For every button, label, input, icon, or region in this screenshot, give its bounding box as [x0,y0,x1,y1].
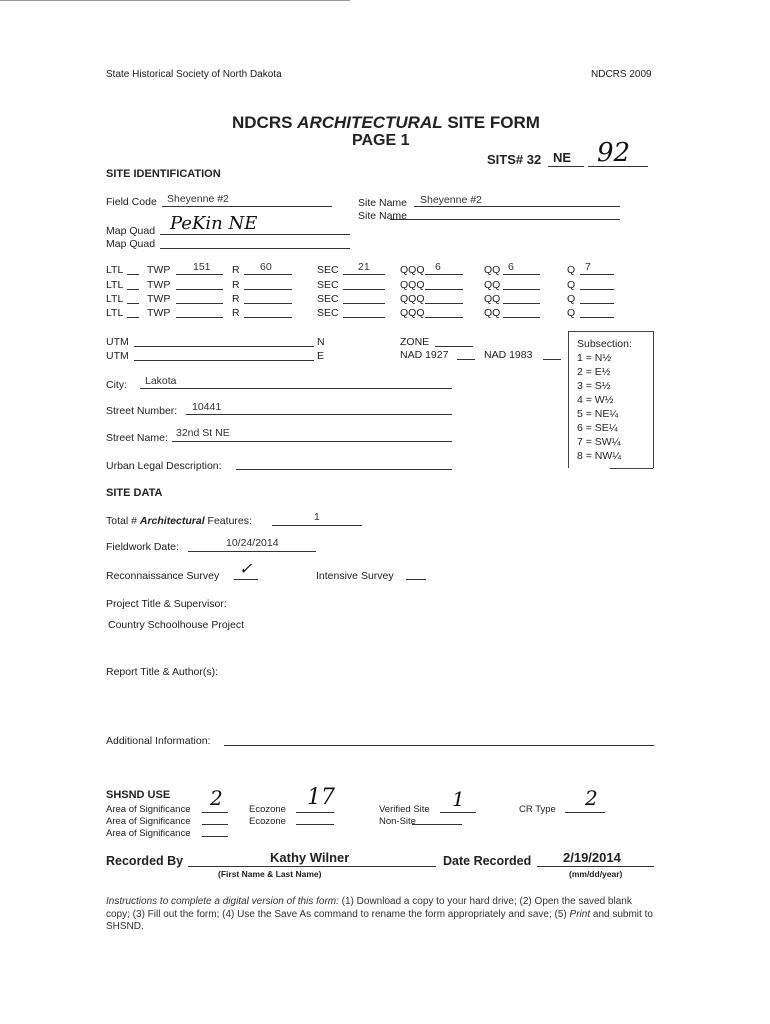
qqq-line [425,317,463,318]
city-label: City: [106,379,127,391]
street-number-value[interactable]: 10441 [192,401,222,413]
recorded-by-caption: (First Name & Last Name) [218,869,322,879]
features-line [272,525,362,526]
utm-n-label: N [317,336,325,348]
ltl-line [127,274,139,275]
q-label: Q [567,279,576,291]
aos2-label: Area of Significance [106,816,191,827]
twp-value[interactable]: 151 [193,261,211,273]
nad27-label: NAD 1927 [400,349,449,361]
map-quad-value[interactable]: PeKin NE [170,213,258,234]
instructions-end: and submit to SHSND. [106,908,653,932]
date-recorded-line [537,866,654,867]
project-label: Project Title & Supervisor: [106,598,227,610]
site-name2-label: Site Name [358,210,408,222]
aos1-value[interactable]: 2 [210,786,223,810]
twp-line [176,303,223,304]
nad83-line [543,359,561,360]
site-name2-line [390,219,620,220]
r-line [244,289,292,290]
sec-value[interactable]: 21 [358,261,370,273]
q-value[interactable]: 7 [585,261,591,273]
utm2-label: UTM [106,350,129,362]
sits-number: 92 [597,138,631,168]
ltl-label: LTL [106,279,124,291]
q-line [580,317,614,318]
qq-label: QQ [484,264,501,276]
nonsite-line [412,824,462,825]
shsnd-heading: SHSND USE [106,789,171,801]
crtype-value[interactable]: 2 [585,786,598,810]
org-name: State Historical Society of North Dakota [106,69,282,80]
site-identification-heading: SITE IDENTIFICATION [106,168,221,180]
project-value[interactable]: Country Schoolhouse Project [108,619,244,631]
subsection-box-bottom [610,468,653,469]
twp-label: TWP [147,293,171,305]
city-value[interactable]: Lakota [145,375,177,387]
features-label-c: Features: [204,515,252,527]
verified-label: Verified Site [379,804,430,815]
sec-label: SEC [317,279,339,291]
aos2-line [202,824,228,825]
sec-line [343,289,385,290]
instructions [106,896,656,934]
street-name-line [172,441,452,442]
report-label: Report Title & Author(s): [106,666,219,678]
qq-line [503,274,540,275]
scan-edge-line [0,0,350,1]
subsection-item: 5 = NE¼ [577,408,619,420]
map-quad-label: Map Quad [106,225,156,237]
q-line [580,289,614,290]
ltl-label: LTL [106,293,124,305]
r-line [244,317,292,318]
urban-legal-line [236,469,452,470]
qq-line [503,289,540,290]
qqq-line [425,303,463,304]
qqq-label: QQQ [400,279,425,291]
twp-line [176,274,223,275]
street-number-label: Street Number: [106,405,178,417]
ltl-label: LTL [106,307,124,319]
r-value[interactable]: 60 [260,261,272,273]
subsection-item: 6 = SE¼ [577,422,618,434]
sec-line [343,274,385,275]
street-name-label: Street Name: [106,432,168,444]
eco1-line [296,812,334,813]
qq-line [503,303,540,304]
form-id: NDCRS 2009 [591,69,652,80]
features-label-b: Architectural [139,515,205,527]
date-recorded-value[interactable]: 2/19/2014 [563,850,621,865]
subsection-item: 4 = W½ [577,394,614,406]
subsection-item: 8 = NW¼ [577,450,622,462]
qqq-value[interactable]: 6 [435,261,441,273]
sec-label: SEC [317,264,339,276]
qq-value[interactable]: 6 [508,261,514,273]
twp-label: TWP [147,279,171,291]
twp-label: TWP [147,264,171,276]
features-value[interactable]: 1 [314,511,320,523]
intensive-label: Intensive Survey [316,570,394,582]
r-label: R [232,279,240,291]
date-recorded-caption: (mm/dd/year) [569,869,623,879]
map-quad-line [160,234,350,235]
instructions-print: Print [569,908,591,920]
fieldwork-label: Fieldwork Date: [106,541,179,553]
street-number-line [186,414,452,415]
eco2-line [296,824,334,825]
qqq-line [425,274,463,275]
aos3-label: Area of Significance [106,828,191,839]
aos1-line [202,812,228,813]
q-label: Q [567,307,576,319]
qqq-label: QQQ [400,264,425,276]
twp-label: TWP [147,307,171,319]
aos1-label: Area of Significance [106,804,191,815]
q-line [580,303,614,304]
subsection-box [568,331,654,468]
aos3-line [202,836,228,837]
site-name-value[interactable]: Sheyenne #2 [420,194,482,206]
q-line [580,274,614,275]
nad83-label: NAD 1983 [484,349,533,361]
ltl-label: LTL [106,264,124,276]
ltl-line [127,289,139,290]
sec-label: SEC [317,307,339,319]
site-name-label: Site Name [358,197,408,209]
eco1-label: Ecozone [249,804,286,815]
subsection-box-top [569,331,653,332]
sits-ne: NE [553,150,572,165]
recon-checkmark[interactable]: ✓ [239,559,253,578]
qqq-line [425,289,463,290]
date-recorded-label: Date Recorded [443,854,532,868]
subsection-item: 7 = SW¼ [577,436,621,448]
qq-line [503,317,540,318]
title-part-a: NDCRS [232,113,298,132]
additional-label: Additional Information: [106,735,211,747]
utm1-label: UTM [106,336,129,348]
fieldwork-value[interactable]: 10/24/2014 [226,537,279,549]
features-label [106,515,252,527]
verified-line [440,812,476,813]
twp-line [176,317,223,318]
q-label: Q [567,293,576,305]
crtype-label: CR Type [519,804,556,815]
sits-num-line [588,166,648,167]
subsection-title: Subsection: [577,338,632,350]
utm2-line [134,360,314,361]
recorded-by-line [188,866,436,867]
qq-label: QQ [484,293,501,305]
sec-line [343,303,385,304]
sec-line [343,317,385,318]
urban-legal-label: Urban Legal Description: [106,460,222,472]
r-label: R [232,293,240,305]
city-line [140,388,452,389]
q-label: Q [567,264,576,276]
utm-e-label: E [317,350,325,362]
r-label: R [232,264,240,276]
site-name-line [414,206,620,207]
twp-line [176,289,223,290]
r-line [244,274,292,275]
ltl-line [127,303,139,304]
eco1-value[interactable]: 17 [307,785,335,810]
map-quad2-label: Map Quad [106,238,156,250]
instructions-steps: (1) Download a copy to your hard drive; (2) Open the saved blank copy; (3) Fill out the form; (4) Use the Save As command to rename the form appropriately and save; (5) [106,896,632,920]
eco2-label: Ecozone [249,816,286,827]
fieldwork-line [188,551,316,552]
nonsite-label: Non-Site [379,816,416,827]
site-data-heading: SITE DATA [106,487,163,499]
qq-label: QQ [484,307,501,319]
recon-line [234,579,258,580]
subsection-item: 1 = N½ [577,352,612,364]
map-quad2-line [160,248,350,249]
r-label: R [232,307,240,319]
page-title: PAGE 1 [352,132,410,149]
r-line [244,303,292,304]
nad27-line [457,359,475,360]
additional-line [224,745,654,746]
subsection-item: 2 = E½ [577,366,611,378]
utm1-line [134,346,314,347]
recon-label: Reconnaissance Survey [106,570,220,582]
verified-value[interactable]: 1 [452,787,465,811]
crtype-line [565,812,605,813]
sits-label: SITS# 32 [487,152,542,167]
title-part-c: SITE FORM [442,113,540,132]
intensive-line [406,579,426,580]
recorded-by-name[interactable]: Kathy Wilner [270,850,350,865]
ltl-line [127,317,139,318]
qqq-label: QQQ [400,307,425,319]
sits-ne-line [548,166,584,167]
zone-line [435,346,473,347]
field-code-line [162,206,332,207]
subsection-item: 3 = S½ [577,380,611,392]
title-part-b: ARCHITECTURAL [297,113,443,132]
recorded-by-label: Recorded By [106,854,184,868]
qqq-label: QQQ [400,293,425,305]
sec-label: SEC [317,293,339,305]
field-code-value[interactable]: Sheyenne #2 [167,193,229,205]
zone-label: ZONE [400,336,430,348]
qq-label: QQ [484,279,501,291]
field-code-label: Field Code [106,196,157,208]
instructions-intro: Instructions to complete a digital version of this form: [106,896,339,907]
form-title [232,113,540,133]
street-name-value[interactable]: 32nd St NE [176,427,230,439]
features-label-a: Total # [106,515,140,527]
